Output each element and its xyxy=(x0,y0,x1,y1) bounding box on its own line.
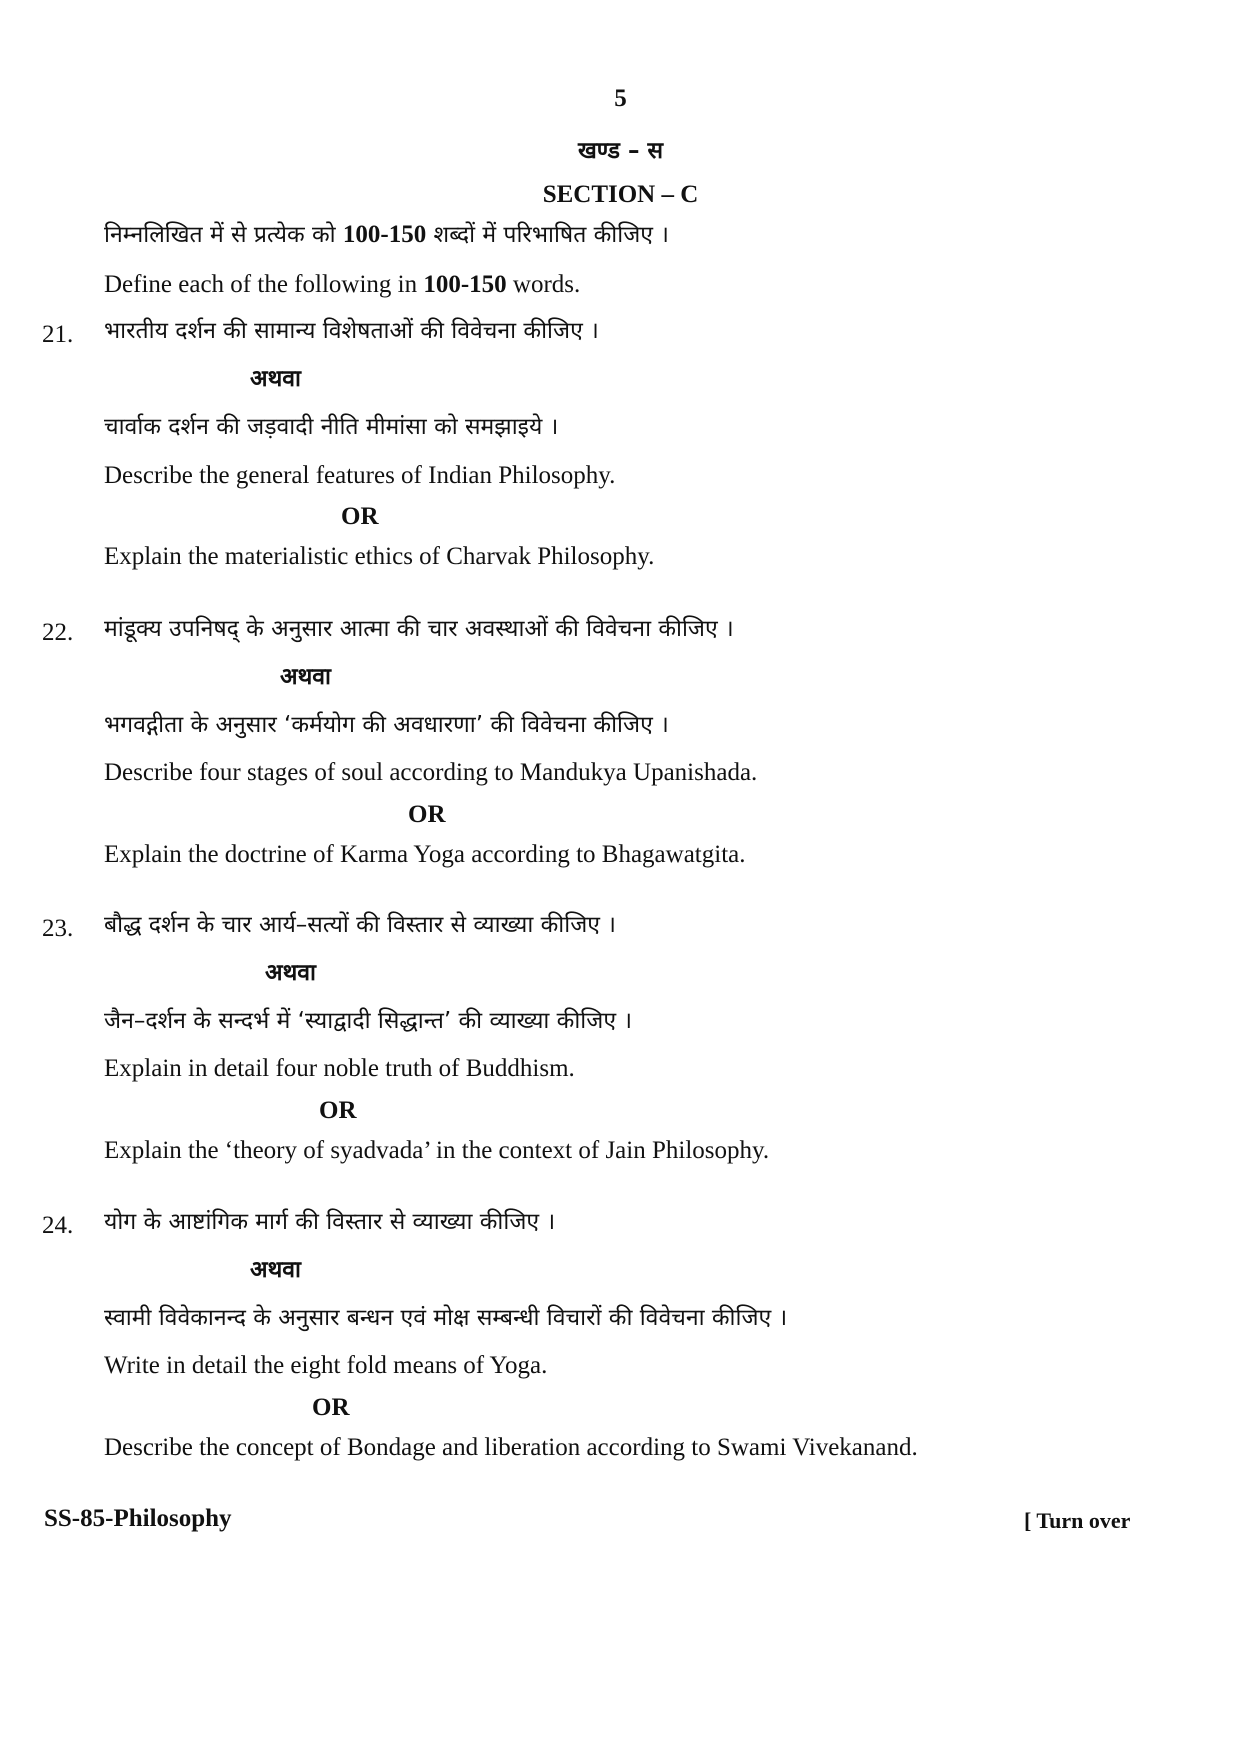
instruction-hindi-after: शब्दों में परिभाषित कीजिए । xyxy=(426,222,670,248)
alternative-english: Explain the materialistic ethics of Charvak Philosophy. xyxy=(104,543,655,570)
section-title-hindi: खण्ड – स xyxy=(577,138,664,164)
or-english: OR xyxy=(312,1394,350,1421)
question-hindi: भारतीय दर्शन की सामान्य विशेषताओं की विवेचना कीजिए । xyxy=(104,318,599,344)
question-number: 22. xyxy=(42,619,74,646)
or-english: OR xyxy=(341,503,379,530)
question-english: Explain in detail four noble truth of Buddhism. xyxy=(104,1055,575,1082)
instruction-english-before: Define each of the following in xyxy=(104,271,424,298)
alternative-hindi: जैन–दर्शन के सन्दर्भ में ‘स्याद्वादी सिद्धान्त’ की व्याख्या कीजिए । xyxy=(104,1008,633,1034)
instruction-hindi-word-count: 100-150 xyxy=(342,221,427,248)
instruction-english-after: words. xyxy=(506,271,581,298)
or-hindi: अथवा xyxy=(265,960,317,986)
question-hindi: योग के आष्टांगिक मार्ग की विस्तार से व्याख्या कीजिए । xyxy=(104,1209,556,1235)
page-number: 5 xyxy=(614,85,627,112)
section-title-english: SECTION – C xyxy=(542,181,699,208)
question-hindi: बौद्ध दर्शन के चार आर्य–सत्यों की विस्तार से व्याख्या कीजिए । xyxy=(104,912,617,938)
question-number: 23. xyxy=(42,915,74,942)
instruction-hindi xyxy=(104,222,669,247)
question-english: Describe four stages of soul according to Mandukya Upanishada. xyxy=(104,759,758,786)
alternative-hindi: भगवद्गीता के अनुसार ‘कर्मयोग की अवधारणा’ की विवेचना कीजिए । xyxy=(104,712,669,738)
alternative-english: Explain the doctrine of Karma Yoga according to Bhagawatgita. xyxy=(104,841,746,868)
instruction-english xyxy=(104,272,580,297)
or-english: OR xyxy=(408,801,446,828)
alternative-hindi: चार्वाक दर्शन की जड़वादी नीति मीमांसा को समझाइये । xyxy=(104,414,559,440)
or-hindi: अथवा xyxy=(250,1257,302,1283)
question-number: 24. xyxy=(42,1212,74,1239)
instruction-english-word-count: 100-150 xyxy=(423,271,507,298)
or-hindi: अथवा xyxy=(250,366,302,392)
or-english: OR xyxy=(319,1097,357,1124)
alternative-english: Describe the concept of Bondage and liberation according to Swami Vivekanand. xyxy=(104,1434,918,1461)
alternative-english: Explain the ‘theory of syadvada’ in the context of Jain Philosophy. xyxy=(104,1137,770,1164)
footer-turn-over: [ Turn over xyxy=(1024,1508,1131,1533)
or-hindi: अथवा xyxy=(280,664,332,690)
question-number: 21. xyxy=(42,321,74,348)
alternative-hindi: स्वामी विवेकानन्द के अनुसार बन्धन एवं मोक्ष सम्बन्धी विचारों की विवेचना कीजिए । xyxy=(104,1305,788,1331)
question-english: Describe the general features of Indian Philosophy. xyxy=(104,462,616,489)
instruction-hindi-before: निम्नलिखित में से प्रत्येक को xyxy=(104,222,343,248)
footer-paper-code: SS-85-Philosophy xyxy=(44,1505,232,1532)
question-english: Write in detail the eight fold means of Yoga. xyxy=(104,1352,548,1379)
question-hindi: मांडूक्य उपनिषद् के अनुसार आत्मा की चार अवस्थाओं की विवेचना कीजिए । xyxy=(104,616,734,642)
